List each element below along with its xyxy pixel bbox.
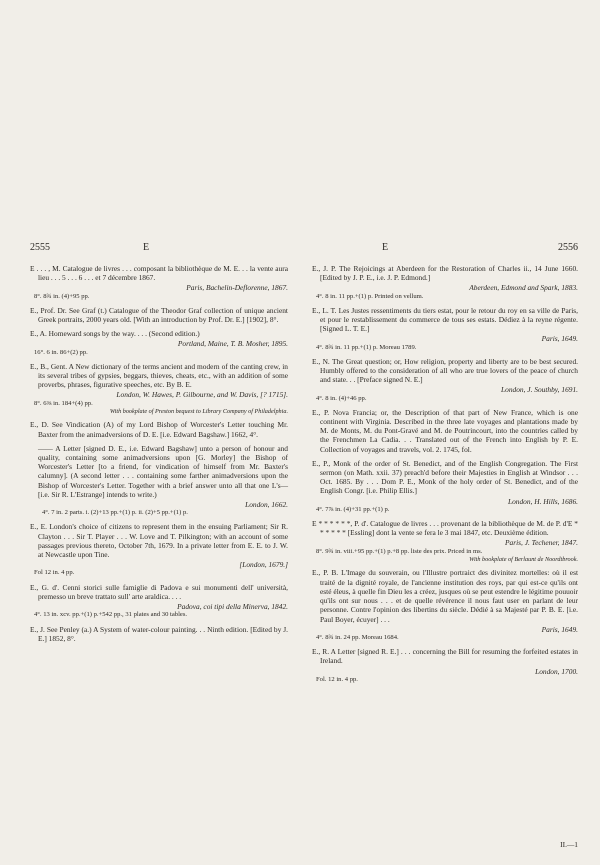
catalogue-entry (312, 357, 578, 403)
catalogue-entry (312, 459, 578, 514)
entry-phys: Fol. 12 in. 4 pp. (316, 675, 358, 683)
entry-text: E., P. B. L'Image du souverain, ou l'Illustre portraict des divinitez mortelles: où il est traité de la dignité royale, de l'ancienne institution des roys, par qui est-ce qu'ils ont esté éleus, à quelle fin Dieu les a créez, jusques où se peut estendre le légitime pouuoir qu'ils ont sur nous . . . et de quelle révérence il nous faut user en parlant de leur personne. Contre l'opinion des libertins du siècle. Dédié à sa Majesté par P. B. E. [i.e. Paul Boyer, écuyer] . . . (312, 568, 578, 624)
entry-imprint: Paris, Bachelin-Deflorenne, 1867. (186, 283, 288, 293)
entry-imprint: Paris, 1649. (541, 624, 578, 634)
right-running-letter: E (382, 242, 389, 253)
entry-text: E., E. London's choice of citizens to represent them in the ensuing Parliament; Sir R. Clayton . . . Sir T. Player . . . W. Love and T. Pilkington; with an account of some passages previous thereto, October 7th, 1679. In a private letter from E. E. to J. W. at Newcastle upon Tine. (30, 522, 288, 560)
entry-imprint: [London, 1679.] (239, 560, 288, 570)
entry-text: E * * * * * *, P. d'. Catalogue de livres . . . provenant de la bibliothèque de M. de P. d'E * * * * * * [Essling] dont la vente se fera le 3 mai 1847, etc. Deuxième édition. (312, 519, 578, 538)
signature-mark: II.—1 (560, 840, 578, 849)
left-page-number: 2555 (30, 242, 50, 253)
entry-imprint: Aberdeen, Edmond and Spark, 1883. (469, 283, 578, 293)
catalogue-entry (312, 568, 578, 642)
catalogue-entry (30, 329, 288, 357)
catalogue-entry (30, 444, 288, 518)
catalogue-entry (30, 625, 288, 643)
entry-imprint: Paris, J. Techener, 1847. (504, 538, 578, 548)
entry-note: With bookplate of Preston bequest to Library Company of Philadelphia. (109, 407, 288, 415)
catalogue-entry (30, 583, 288, 620)
catalogue-entry (30, 306, 288, 324)
entry-text: E., P. Nova Francia; or, the Description of that part of New France, which is one continent with Virginia. Described in the three late voyages and plantations made by M. de Monts, M. du Pont-Gravé and M. de Poutrincourt, into the countries called by the Frenchmen La Cadia. . . Translated out of the French into English by P. E. Collection of voyages and travels, vol. 2. 1745, fol. (312, 407, 578, 454)
catalogue-entry (312, 647, 578, 684)
entry-imprint: London, W. Hawes, P. Gilbourne, and W. Davis, [? 1715]. (116, 390, 288, 400)
entry-imprint: Padova, coi tipi della Minerva, 1842. (177, 602, 288, 612)
entry-text: E., J. See Penley (a.) A System of water-colour painting. . . Ninth edition. [Edited by J. E.] 1852, 8°. (30, 624, 288, 643)
entry-text: E . . . , M. Catalogue de livres . . . composant la bibliothèque de M. E. . . la vente aura lieu . . . 5 . . . 6 . . . et 7 décembre 1867. (30, 264, 288, 283)
entry-text: E., A. Homeward songs by the way. . . . (Second edition.) (30, 329, 200, 339)
right-page-number: 2556 (558, 242, 578, 253)
catalogue-entry (30, 264, 288, 301)
entry-text: E., Prof. Dr. See Graf (t.) Catalogue of the Theodor Graf collection of unique ancient Greek portraits, 2000 years old. [With an introduction by Prof. Dr. E.] [1902], 8°. (30, 305, 288, 325)
entry-text: E., B., Gent. A New dictionary of the terms ancient and modern of the canting crew, in its several tribes of gypsies, beggars, thieves, cheats, etc., with an addition of some proverbs, phrases, figurative speeches, etc. By B. E. (30, 361, 288, 390)
left-column (30, 264, 288, 648)
entry-text: E., G. d'. Cenni storici sulle famiglie di Padova e sui monumenti dell' università, premesso un breve trattato sull' arte araldica. . . . (30, 582, 288, 601)
page-header (30, 242, 578, 256)
entry-text: E., P., Monk of the order of St. Benedict, and of the English Congregation. The First sermon (on Math. xxii. 37) preach'd before their Majesties in English at Windsor . . . Oct. 1685. By . . . Dom P. E., Monk of the holy order of St. Benedict, and of the English Congr. [i.e. Philip Ellis.] (312, 458, 578, 496)
entry-phys: 8°. 9¾ in. viii.+95 pp.+(1) p.+8 pp. liste des prix. Priced in ms. (316, 547, 483, 555)
entry-text: E., L. T. Les Justes ressentiments du tiers estat, pour le retour du roy en sa ville de Paris, et pour le restablissement du commerce de tous ses estats. Dédiez à la reyne régente. [Signed L. T. E.] (312, 305, 578, 334)
entry-imprint: London, 1700. (535, 666, 578, 676)
entry-phys: 4°. 8¾ in. 24 pp. Moreau 1684. (316, 633, 399, 641)
entry-imprint: Portland, Maine, T. B. Mosher, 1895. (177, 339, 288, 349)
catalogue-entry (30, 522, 288, 577)
entry-imprint: London, H. Hills, 1686. (507, 496, 578, 506)
entry-text: E., J. P. The Rejoicings at Aberdeen for the Restoration of Charles ii., 14 June 1660. [Edited by J. P. E., i.e. J. P. Edmond.] (312, 264, 578, 283)
entry-text: E., N. The Great question; or, How religion, property and liberty are to be best secured. Humbly offered to the consideration of all who are true lovers of the peace of church and state. . . [Preface signed N. E.] (312, 356, 578, 385)
entry-phys: 16°. 6 in. 86+(2) pp. (34, 348, 88, 356)
catalogue-entry (312, 408, 578, 454)
entry-phys: 4°. 8¾ in. 11 pp.+(1) p. Moreau 1789. (316, 343, 417, 351)
catalogue-entry (312, 264, 578, 301)
entry-imprint: Paris, 1649. (541, 334, 578, 344)
entry-phys: 4°. 8 in. 11 pp.+(1) p. Printed on vellum. (316, 292, 424, 300)
catalogue-entry (30, 420, 288, 438)
entry-text: E., R. A Letter [signed R. E.] . . . concerning the Bill for resuming the forfeited estates in Ireland. (312, 647, 578, 666)
right-column (312, 264, 578, 689)
entry-phys: Fol 12 in. 4 pp. (34, 569, 75, 577)
entry-imprint: London, 1662. (245, 500, 288, 510)
catalogue-entry (30, 362, 288, 416)
entry-phys: 4°. 8 in. (4)+46 pp. (316, 394, 367, 402)
entry-phys: 4°. 7 in. 2 parts. i. (2)+13 pp.+(1) p. ii. (2)+5 pp.+(1) p. (42, 509, 188, 517)
entry-note: With bookplate of Berlaunt de Noordtbrook. (469, 555, 578, 563)
catalogue-entry (312, 306, 578, 352)
entry-phys: 4°. 13 in. xcv. pp.+(1) p.+542 pp., 31 plates and 30 tables. (34, 611, 188, 619)
entry-imprint: London, J. Southby, 1691. (501, 385, 578, 395)
entry-phys: 8°. 8¾ in. (4)+95 pp. (34, 292, 90, 300)
catalogue-entry (312, 519, 578, 563)
left-running-letter: E (143, 242, 150, 253)
entry-text: E., D. See Vindication (A) of my Lord Bishop of Worcester's Letter touching Mr. Baxter from the animadversions of D. E. [i.e. Edward Bagshaw.] 1662, 4°. (30, 420, 288, 439)
entry-phys: 4°. 7⅞ in. (4)+31 pp.+(1) p. (316, 505, 390, 513)
entry-phys: 8°. 6⅜ in. 184+(4) pp. (34, 399, 93, 407)
entry-text: —— A Letter [signed D. E., i.e. Edward Bagshaw] unto a person of honour and quality, containing some animadversions upon [G. Morley] the Bishop of Worcester's Letter [to a friend, for vindication of himself from Mr. Baxter's calumny]. (A second letter . . . containing some farther animadversions upon the Bishop of Worcester's Letter. Together with a brief answer unto all that one L's—[i.e. Sir R. L'Estrange] intends to write.) (38, 443, 288, 499)
